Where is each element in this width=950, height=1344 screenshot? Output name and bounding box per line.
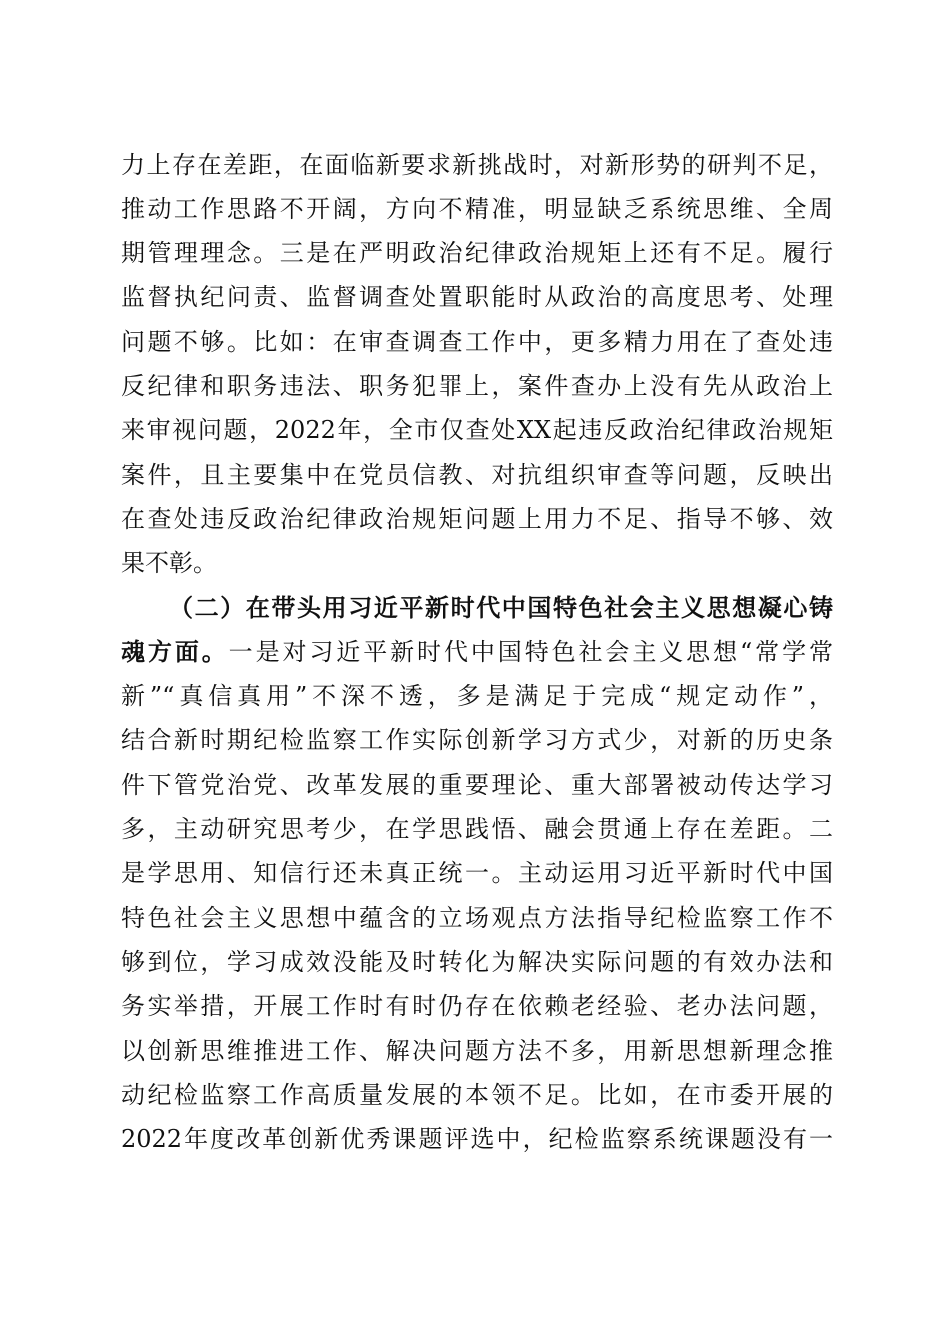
paragraph-line: 是学思用、知信行还未真正统一。主动运用习近平新时代中国 xyxy=(121,859,833,887)
section-text-start: 一是对习近平新时代中国特色社会主义思想“常学常 xyxy=(228,638,833,666)
section-heading-continuation xyxy=(121,632,833,672)
paragraph-line: 结合新时期纪检监察工作实际创新学习方式少，对新的历史条 xyxy=(121,726,833,754)
paragraph-line: 件下管党治党、改革发展的重要理论、重大部署被动传达学习 xyxy=(121,771,833,799)
paragraph-line: 务实举措，开展工作时有时仍存在依赖老经验、老办法问题， xyxy=(121,992,833,1020)
paragraph-line: 新”“真信真用”不深不透，多是满足于完成“规定动作”， xyxy=(121,682,833,710)
section-heading: （二）在带头用习近平新时代中国特色社会主义思想凝心铸 xyxy=(169,593,833,622)
paragraph-line: 案件，且主要集中在党员信教、对抗组织审查等问题，反映出 xyxy=(121,461,833,489)
paragraph-line: 多，主动研究思考少，在学思践悟、融会贯通上存在差距。二 xyxy=(121,815,833,843)
paragraph-line: 特色社会主义思想中蕴含的立场观点方法指导纪检监察工作不 xyxy=(121,904,833,932)
paragraph-line: 以创新思维推进工作、解决问题方法不多，用新思想新理念推 xyxy=(121,1037,833,1065)
paragraph-line: 问题不够。比如：在审查调查工作中，更多精力用在了查处违 xyxy=(121,328,833,356)
paragraph-line: 够到位，学习成效没能及时转化为解决实际问题的有效办法和 xyxy=(121,948,833,976)
paragraph-line: 来审视问题，2022年，全市仅查处XX起违反政治纪律政治规矩 xyxy=(121,416,833,444)
paragraph-line: 果不彰。 xyxy=(121,549,217,577)
paragraph-line: 力上存在差距，在面临新要求新挑战时，对新形势的研判不足， xyxy=(121,151,833,179)
paragraph-line: 推动工作思路不开阔，方向不精准，明显缺乏系统思维、全周 xyxy=(121,195,833,223)
paragraph-line: 期管理理念。三是在严明政治纪律政治规矩上还有不足。履行 xyxy=(121,239,833,267)
paragraph-line: 反纪律和职务违法、职务犯罪上，案件查办上没有先从政治上 xyxy=(121,372,833,400)
paragraph-line: 监督执纪问责、监督调查处置职能时从政治的高度思考、处理 xyxy=(121,283,833,311)
paragraph-line: 动纪检监察工作高质量发展的本领不足。比如，在市委开展的 xyxy=(121,1081,833,1109)
paragraph-line: 在查处违反政治纪律政治规矩问题上用力不足、指导不够、效 xyxy=(121,505,833,533)
section-heading-end: 魂方面。 xyxy=(121,637,229,666)
paragraph-line: 2022年度改革创新优秀课题评选中，纪检监察系统课题没有一 xyxy=(121,1125,833,1153)
